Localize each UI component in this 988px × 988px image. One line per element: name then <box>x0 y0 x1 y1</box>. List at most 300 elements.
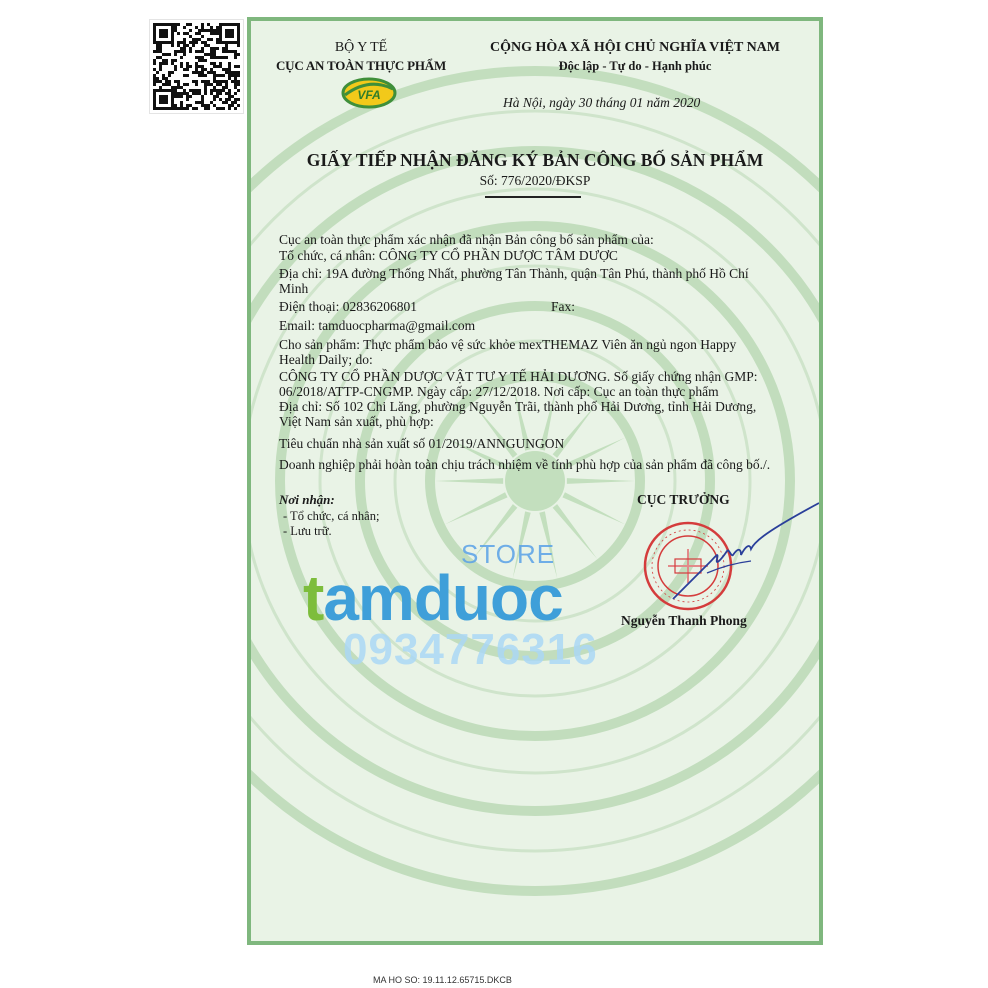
qr-module <box>180 65 183 68</box>
qr-module <box>204 44 207 47</box>
qr-module <box>186 23 189 26</box>
qr-module <box>174 107 177 110</box>
qr-module <box>213 29 216 32</box>
qr-module <box>207 83 210 86</box>
qr-finder-module <box>165 32 168 35</box>
watermark-brand <box>303 561 563 635</box>
qr-module <box>177 95 180 98</box>
qr-finder-module <box>165 107 168 110</box>
qr-module <box>195 56 198 59</box>
qr-finder-module <box>153 101 156 104</box>
qr-module <box>213 86 216 89</box>
qr-finder-module <box>231 41 234 44</box>
body-line: Minh <box>279 281 309 296</box>
ministry-name: BỘ Y TẾ <box>334 40 388 55</box>
qr-module <box>222 101 225 104</box>
qr-module <box>180 107 183 110</box>
qr-module <box>201 104 204 107</box>
qr-finder-module <box>171 32 174 35</box>
qr-module <box>219 83 222 86</box>
qr-finder-module <box>237 29 240 32</box>
qr-module <box>201 56 204 59</box>
qr-finder-module <box>153 89 156 92</box>
body-line: CÔNG TY CỔ PHẦN DƯỢC VẬT TƯ Y TẾ HẢI DƯƠNG. Số giấy chứng nhận GMP: <box>279 369 758 384</box>
qr-module <box>198 29 201 32</box>
qr-module <box>186 62 189 65</box>
qr-module <box>177 83 180 86</box>
qr-module <box>153 83 156 86</box>
qr-module <box>210 89 213 92</box>
qr-module <box>204 86 207 89</box>
body-line: 06/2018/ATTP-CNGMP. Ngày cấp: 27/12/2018. Nơi cấp: Cục an toàn thực phẩm <box>279 384 719 399</box>
qr-module <box>159 65 162 68</box>
qr-module <box>201 74 204 77</box>
qr-finder-module <box>153 92 156 95</box>
qr-module <box>156 56 159 59</box>
qr-module <box>186 98 189 101</box>
qr-module <box>216 80 219 83</box>
qr-module <box>192 71 195 74</box>
qr-module <box>198 65 201 68</box>
qr-module <box>231 71 234 74</box>
qr-module <box>216 38 219 41</box>
qr-module <box>156 50 159 53</box>
document-title: GIẤY TIẾP NHẬN ĐĂNG KÝ BẢN CÔNG BỐ SẢN PHẨM <box>306 150 764 170</box>
qr-module <box>198 56 201 59</box>
qr-module <box>225 86 228 89</box>
qr-module <box>171 71 174 74</box>
qr-module <box>237 83 240 86</box>
qr-module <box>174 80 177 83</box>
qr-module <box>165 59 168 62</box>
qr-module <box>192 41 195 44</box>
dossier-code: MA HO SO: 19.11.12.65715.DKCB <box>373 975 512 985</box>
qr-module <box>198 101 201 104</box>
qr-module <box>198 89 201 92</box>
qr-module <box>228 107 231 110</box>
qr-module <box>201 26 204 29</box>
qr-module <box>183 44 186 47</box>
qr-code <box>150 20 243 113</box>
qr-finder-module <box>162 95 165 98</box>
qr-module <box>237 65 240 68</box>
qr-module <box>237 98 240 101</box>
qr-module <box>186 104 189 107</box>
qr-finder-module <box>219 23 222 26</box>
qr-module <box>225 71 228 74</box>
qr-finder-module <box>168 23 171 26</box>
qr-module <box>174 89 177 92</box>
qr-module <box>162 74 165 77</box>
fax-label: Fax: <box>551 299 576 314</box>
qr-finder-module <box>165 29 168 32</box>
qr-module <box>192 92 195 95</box>
qr-module <box>195 41 198 44</box>
watermark-brand-rest: amduoc <box>323 562 563 634</box>
qr-finder-module <box>171 29 174 32</box>
qr-module <box>168 80 171 83</box>
body-line: Tiêu chuẩn nhà sản xuất số 01/2019/ANNGUNGON <box>279 436 565 451</box>
qr-finder-module <box>219 26 222 29</box>
qr-module <box>189 47 192 50</box>
drum-ray <box>445 492 508 524</box>
qr-module <box>204 29 207 32</box>
qr-module <box>231 104 234 107</box>
qr-module <box>207 71 210 74</box>
qr-module <box>210 56 213 59</box>
body-line: Email: tamduocpharma@gmail.com <box>279 318 476 333</box>
qr-module <box>213 71 216 74</box>
qr-module <box>219 107 222 110</box>
qr-module <box>234 71 237 74</box>
qr-module <box>165 62 168 65</box>
qr-module <box>222 47 225 50</box>
qr-module <box>231 80 234 83</box>
qr-module <box>180 92 183 95</box>
qr-module <box>174 104 177 107</box>
qr-module <box>153 62 156 65</box>
qr-module <box>162 53 165 56</box>
qr-module <box>207 29 210 32</box>
qr-module <box>192 38 195 41</box>
qr-module <box>156 80 159 83</box>
qr-module <box>180 101 183 104</box>
qr-module <box>195 92 198 95</box>
qr-finder-module <box>219 41 222 44</box>
qr-module <box>222 89 225 92</box>
qr-module <box>204 92 207 95</box>
qr-module <box>216 47 219 50</box>
qr-module <box>201 50 204 53</box>
qr-module <box>234 56 237 59</box>
qr-finder-module <box>162 23 165 26</box>
qr-module <box>201 47 204 50</box>
qr-finder-module <box>234 41 237 44</box>
qr-finder-module <box>231 29 234 32</box>
qr-module <box>198 74 201 77</box>
qr-finder-module <box>231 35 234 38</box>
qr-module <box>177 80 180 83</box>
qr-finder-module <box>171 38 174 41</box>
qr-module <box>228 68 231 71</box>
qr-module <box>225 80 228 83</box>
watermark-phone: 0934776316 <box>343 625 598 674</box>
qr-module <box>213 32 216 35</box>
qr-module <box>186 65 189 68</box>
qr-module <box>234 98 237 101</box>
qr-module <box>219 56 222 59</box>
qr-module <box>162 83 165 86</box>
qr-finder-module <box>171 98 174 101</box>
qr-module <box>162 62 165 65</box>
qr-module <box>222 56 225 59</box>
qr-finder-module <box>228 41 231 44</box>
qr-module <box>207 107 210 110</box>
qr-module <box>219 62 222 65</box>
qr-module <box>201 65 204 68</box>
qr-finder-module <box>156 23 159 26</box>
qr-module <box>213 98 216 101</box>
qr-module <box>204 68 207 71</box>
qr-module <box>195 62 198 65</box>
qr-module <box>228 71 231 74</box>
qr-module <box>174 59 177 62</box>
qr-module <box>207 80 210 83</box>
qr-module <box>237 104 240 107</box>
qr-module <box>210 68 213 71</box>
qr-module <box>165 80 168 83</box>
qr-module <box>210 83 213 86</box>
qr-module <box>165 77 168 80</box>
qr-module <box>228 104 231 107</box>
qr-finder-module <box>159 107 162 110</box>
qr-module <box>201 41 204 44</box>
qr-module <box>153 77 156 80</box>
qr-module <box>168 74 171 77</box>
qr-module <box>213 50 216 53</box>
body-line: Health Daily; do: <box>279 352 373 367</box>
qr-module <box>234 77 237 80</box>
qr-module <box>228 98 231 101</box>
qr-module <box>159 86 162 89</box>
qr-module <box>198 38 201 41</box>
qr-module <box>234 107 237 110</box>
qr-module <box>213 56 216 59</box>
qr-module <box>234 80 237 83</box>
qr-finder-module <box>231 32 234 35</box>
qr-finder-module <box>171 104 174 107</box>
qr-module <box>183 83 186 86</box>
qr-module <box>180 56 183 59</box>
qr-module <box>228 95 231 98</box>
qr-module <box>186 95 189 98</box>
qr-module <box>183 68 186 71</box>
qr-module <box>237 74 240 77</box>
qr-finder-module <box>159 101 162 104</box>
qr-module <box>222 74 225 77</box>
qr-module <box>174 86 177 89</box>
qr-finder-module <box>156 107 159 110</box>
qr-module <box>210 92 213 95</box>
qr-module <box>180 95 183 98</box>
qr-module <box>228 65 231 68</box>
qr-finder-module <box>225 23 228 26</box>
qr-module <box>156 47 159 50</box>
qr-module <box>216 95 219 98</box>
divider <box>485 196 581 198</box>
qr-module <box>153 74 156 77</box>
qr-finder-module <box>165 23 168 26</box>
qr-module <box>207 44 210 47</box>
qr-module <box>201 98 204 101</box>
qr-module <box>201 29 204 32</box>
qr-finder-module <box>159 29 162 32</box>
qr-module <box>231 95 234 98</box>
qr-module <box>183 26 186 29</box>
qr-module <box>195 50 198 53</box>
body-line: Địa chỉ: Số 102 Chi Lăng, phường Nguyễn Trãi, thành phố Hải Dương, tỉnh Hải Dương, <box>279 399 757 414</box>
qr-module <box>225 101 228 104</box>
qr-module <box>180 62 183 65</box>
qr-module <box>201 68 204 71</box>
qr-module <box>201 101 204 104</box>
qr-finder-module <box>159 98 162 101</box>
qr-module <box>189 65 192 68</box>
qr-module <box>192 80 195 83</box>
drum-ray <box>567 478 635 484</box>
qr-module <box>198 59 201 62</box>
qr-finder-module <box>171 92 174 95</box>
vfa-logo <box>339 73 399 113</box>
qr-module <box>177 107 180 110</box>
qr-finder-module <box>162 35 165 38</box>
qr-module <box>219 89 222 92</box>
qr-module <box>225 50 228 53</box>
qr-module <box>153 80 156 83</box>
qr-finder-module <box>159 95 162 98</box>
qr-finder-module <box>225 29 228 32</box>
qr-module <box>216 92 219 95</box>
qr-module <box>201 80 204 83</box>
qr-finder-module <box>171 89 174 92</box>
qr-module <box>180 104 183 107</box>
qr-module <box>213 80 216 83</box>
qr-module <box>174 53 177 56</box>
qr-module <box>159 62 162 65</box>
qr-module <box>225 47 228 50</box>
qr-finder-module <box>171 23 174 26</box>
qr-module <box>189 50 192 53</box>
qr-module <box>168 71 171 74</box>
qr-module <box>174 29 177 32</box>
agency-name: CỤC AN TOÀN THỰC PHẨM <box>275 58 447 73</box>
recipient-item: - Tổ chức, cá nhân; <box>283 509 380 523</box>
qr-module <box>183 74 186 77</box>
qr-module <box>183 50 186 53</box>
qr-module <box>195 101 198 104</box>
qr-finder-module <box>162 98 165 101</box>
qr-finder-module <box>237 26 240 29</box>
qr-module <box>192 89 195 92</box>
qr-module <box>195 80 198 83</box>
qr-module <box>159 50 162 53</box>
qr-module <box>219 92 222 95</box>
qr-module <box>213 104 216 107</box>
qr-module <box>201 59 204 62</box>
qr-module <box>177 32 180 35</box>
qr-module <box>207 38 210 41</box>
drum-ray <box>562 492 625 524</box>
qr-module <box>159 80 162 83</box>
watermark-store: STORE <box>461 539 556 569</box>
qr-module <box>204 104 207 107</box>
qr-module <box>201 35 204 38</box>
qr-module <box>180 50 183 53</box>
qr-module <box>156 44 159 47</box>
qr-module <box>195 71 198 74</box>
qr-finder-module <box>234 23 237 26</box>
qr-module <box>231 101 234 104</box>
qr-module <box>228 77 231 80</box>
body-line: Điện thoại: 02836206801 <box>279 299 417 314</box>
qr-module <box>210 47 213 50</box>
qr-module <box>186 107 189 110</box>
qr-finder-module <box>153 107 156 110</box>
qr-finder-module <box>153 32 156 35</box>
qr-module <box>159 68 162 71</box>
qr-module <box>183 32 186 35</box>
qr-module <box>234 92 237 95</box>
qr-module <box>219 98 222 101</box>
qr-module <box>183 38 186 41</box>
qr-module <box>183 47 186 50</box>
qr-module <box>216 29 219 32</box>
qr-module <box>213 65 216 68</box>
qr-module <box>186 32 189 35</box>
qr-module <box>210 29 213 32</box>
qr-finder-module <box>153 98 156 101</box>
qr-finder-module <box>237 35 240 38</box>
qr-finder-module <box>219 35 222 38</box>
qr-finder-module <box>237 41 240 44</box>
qr-module <box>228 89 231 92</box>
qr-finder-module <box>162 89 165 92</box>
qr-module <box>225 98 228 101</box>
qr-finder-module <box>168 107 171 110</box>
qr-module <box>186 74 189 77</box>
qr-finder-module <box>156 41 159 44</box>
qr-module <box>210 62 213 65</box>
qr-finder-module <box>171 101 174 104</box>
qr-module <box>189 35 192 38</box>
body-line: Cho sản phẩm: Thực phẩm bảo vệ sức khỏe mexTHEMAZ Viên ăn ngủ ngon Happy <box>279 337 737 352</box>
qr-module <box>174 50 177 53</box>
qr-module <box>222 50 225 53</box>
qr-module <box>198 92 201 95</box>
qr-module <box>180 41 183 44</box>
qr-module <box>165 83 168 86</box>
qr-finder-module <box>156 89 159 92</box>
qr-finder-module <box>171 107 174 110</box>
qr-module <box>225 92 228 95</box>
drum-ray <box>553 504 598 559</box>
qr-module <box>195 26 198 29</box>
qr-finder-module <box>222 23 225 26</box>
qr-module <box>234 53 237 56</box>
qr-module <box>186 92 189 95</box>
qr-module <box>201 71 204 74</box>
qr-module <box>207 23 210 26</box>
qr-module <box>219 80 222 83</box>
qr-module <box>174 95 177 98</box>
qr-module <box>237 71 240 74</box>
qr-module <box>156 77 159 80</box>
qr-module <box>153 50 156 53</box>
qr-module <box>225 83 228 86</box>
qr-module <box>234 50 237 53</box>
qr-module <box>231 74 234 77</box>
nation-name: CỘNG HÒA XÃ HỘI CHỦ NGHĨA VIỆT NAM <box>489 40 780 55</box>
qr-finder-module <box>171 35 174 38</box>
qr-module <box>177 92 180 95</box>
qr-module <box>195 65 198 68</box>
qr-module <box>210 101 213 104</box>
qr-module <box>210 50 213 53</box>
body-line: Doanh nghiệp phải hoàn toàn chịu trách nhiệm về tính phù hợp của sản phẩm đã công bố./. <box>279 457 771 472</box>
qr-module <box>171 86 174 89</box>
qr-finder-module <box>162 29 165 32</box>
qr-module <box>201 23 204 26</box>
